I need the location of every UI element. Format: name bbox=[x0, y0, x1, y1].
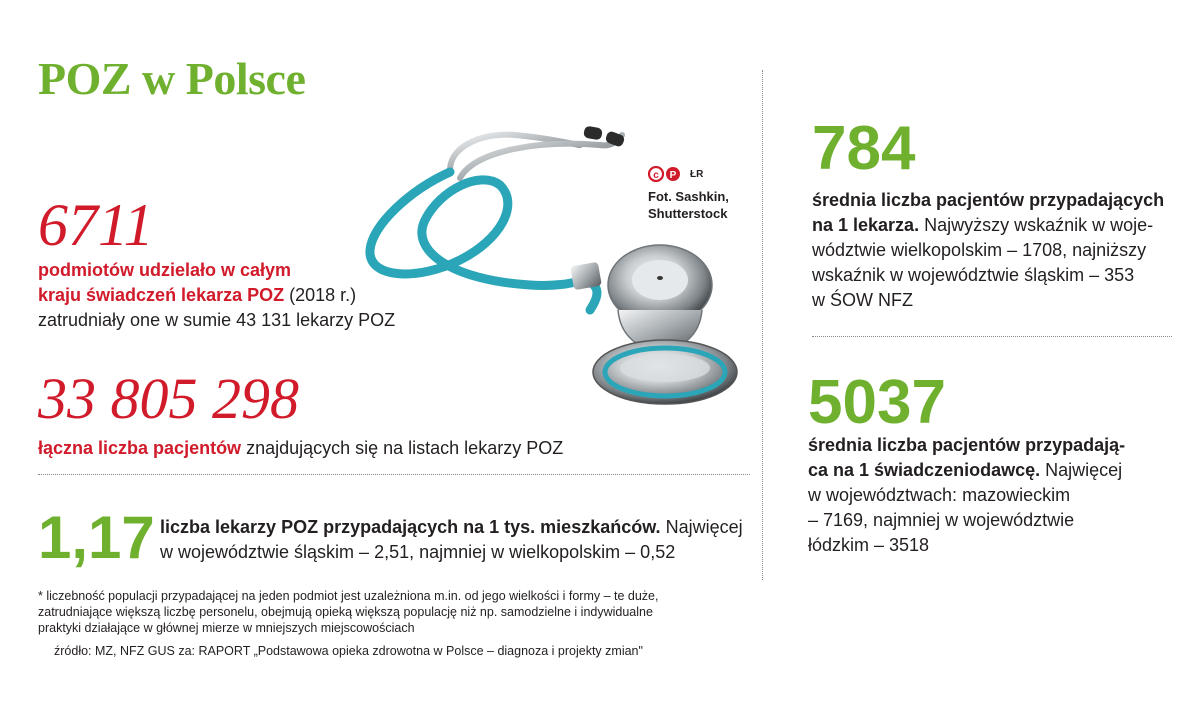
stat5-bold-line2: ca na 1 świadczeniodawcę. bbox=[808, 460, 1041, 480]
stat1-line3: zatrudniały one w sumie 43 131 lekarzy POZ bbox=[38, 310, 396, 330]
credit-logo-text: ŁR bbox=[690, 168, 704, 180]
stat4-text bbox=[812, 188, 1182, 313]
footnote bbox=[38, 588, 758, 636]
stat3-bold: liczba lekarzy POZ przypadających na 1 tys. mieszkańców. bbox=[160, 517, 661, 537]
footnote-line3: praktyki działające w głównej mierze w mniejszych miejscowościach bbox=[38, 621, 415, 635]
stat4-line4: wskaźnik w województwie śląskim – 353 bbox=[812, 265, 1135, 285]
stat4-bold-line1: średnia liczba pacjentów przypadających bbox=[812, 190, 1165, 210]
footnote-line2: zatrudniające większą liczbę personelu, obejmują opieką większą populację niż np. samodzielne i indywidualne bbox=[38, 605, 653, 619]
stat3-rest1: Najwięcej bbox=[660, 517, 743, 537]
footnote-line1: * liczebność populacji przypadającej na jeden podmiot jest uzależniona m.in. od jego wielkości i formy – te duże, bbox=[38, 589, 659, 603]
stat1-number: 6711 bbox=[38, 192, 154, 258]
stat5-line3: w województwach: mazowieckim bbox=[808, 485, 1071, 505]
stat2-bold: łączna liczba pacjentów bbox=[38, 438, 242, 458]
cc-logo-icon bbox=[648, 166, 684, 182]
source: źródło: MZ, NFZ GUS za: RAPORT „Podstawowa opieka zdrowotna w Polsce – diagnoza i projekty zmian" bbox=[54, 644, 643, 658]
stat5-line4: – 7169, najmniej w województwie bbox=[808, 510, 1075, 530]
credit-line1: Fot. Sashkin, bbox=[648, 189, 729, 204]
stat3-number: 1,17 bbox=[38, 504, 155, 571]
stat1-bold-line1: podmiotów udzielało w całym bbox=[38, 260, 292, 280]
stat5-rest2: Najwięcej bbox=[1040, 460, 1123, 480]
stat1-year: (2018 r.) bbox=[284, 285, 357, 305]
stat2-rest: znajdujących się na listach lekarzy POZ bbox=[241, 438, 564, 458]
stat4-line3: wództwie wielkopolskim – 1708, najniższy bbox=[812, 240, 1147, 260]
page-title: POZ w Polsce bbox=[38, 53, 306, 104]
stat5-number: 5037 bbox=[808, 368, 946, 437]
stat5-text bbox=[808, 433, 1178, 558]
divider-right bbox=[812, 336, 1172, 337]
stat3-text bbox=[160, 515, 750, 565]
stat5-line5: łódzkim – 3518 bbox=[808, 535, 930, 555]
svg-text:c: c bbox=[653, 170, 659, 181]
stat1-text bbox=[38, 258, 498, 333]
stat2-number: 33 805 298 bbox=[38, 366, 299, 431]
stat4-bold-line2: na 1 lekarza. bbox=[812, 215, 920, 235]
stat4-rest2: Najwyższy wskaźnik w woje- bbox=[919, 215, 1154, 235]
stat1-bold-line2: kraju świadczeń lekarza POZ bbox=[38, 285, 285, 305]
stat4-line5: w ŚOW NFZ bbox=[812, 290, 913, 310]
stat5-bold-line1: średnia liczba pacjentów przypadają- bbox=[808, 435, 1126, 455]
divider-left bbox=[38, 474, 750, 475]
stat2-text bbox=[38, 436, 738, 461]
stat3-line2: w województwie śląskim – 2,51, najmniej w wielkopolskim – 0,52 bbox=[160, 542, 676, 562]
photo-credit bbox=[648, 166, 758, 222]
stat4-number: 784 bbox=[812, 114, 916, 183]
credit-line2: Shutterstock bbox=[648, 206, 728, 221]
svg-text:P: P bbox=[669, 170, 677, 181]
divider-vertical bbox=[762, 70, 763, 580]
